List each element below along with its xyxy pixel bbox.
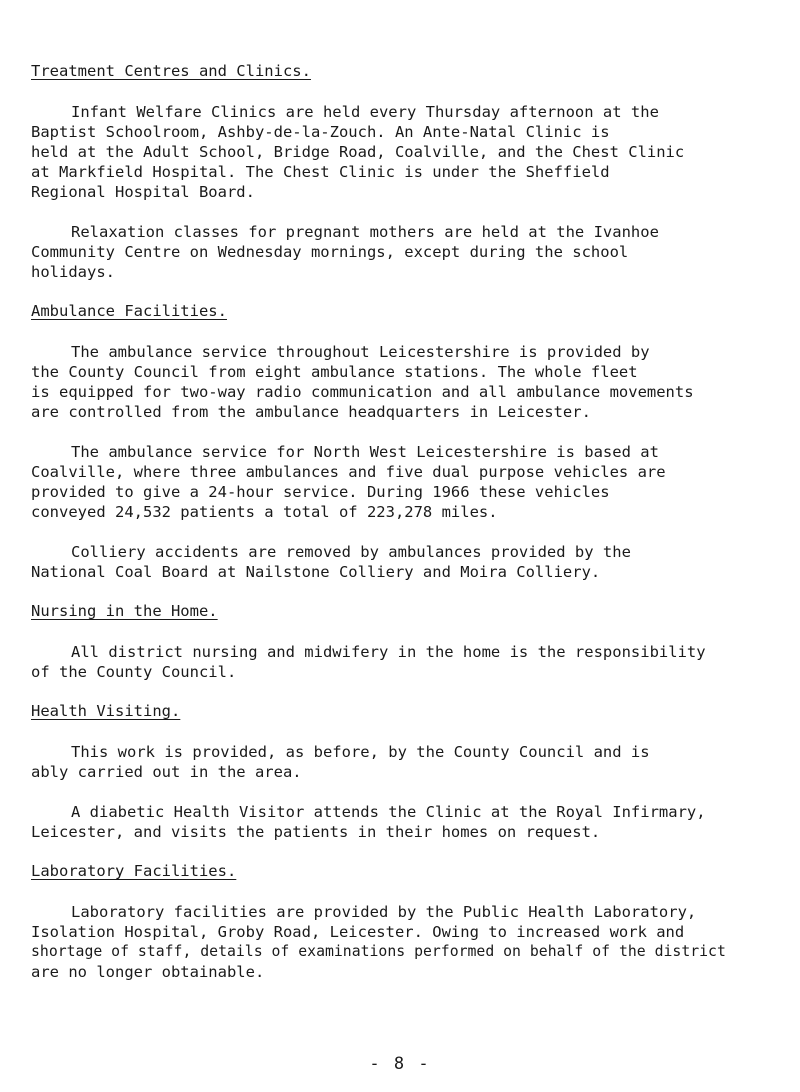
text-line: held at the Adult School, Bridge Road, Coalville, and the Chest Clinic bbox=[31, 143, 685, 161]
text-line: The ambulance service throughout Leicestershire is provided by bbox=[71, 343, 650, 361]
text-line: All district nursing and midwifery in the home is the responsibility bbox=[71, 643, 706, 661]
text-line: Laboratory facilities are provided by the Public Health Laboratory, bbox=[71, 903, 697, 921]
text-line: is equipped for two-way radio communication and all ambulance movements bbox=[31, 383, 694, 401]
text-line: Relaxation classes for pregnant mothers are held at the Ivanhoe bbox=[71, 223, 659, 241]
section-heading-laboratory: Laboratory Facilities. bbox=[31, 862, 237, 880]
text-line: Community Centre on Wednesday mornings, except during the school bbox=[31, 243, 629, 261]
section-heading-nursing: Nursing in the Home. bbox=[31, 602, 218, 620]
text-line: are no longer obtainable. bbox=[31, 963, 265, 981]
text-line: the County Council from eight ambulance stations. The whole fleet bbox=[31, 363, 638, 381]
text-line: Infant Welfare Clinics are held every Thursday afternoon at the bbox=[71, 103, 659, 121]
text-line: ably carried out in the area. bbox=[31, 763, 302, 781]
text-line: Coalville, where three ambulances and five dual purpose vehicles are bbox=[31, 463, 666, 481]
text-line: Colliery accidents are removed by ambulances provided by the bbox=[71, 543, 631, 561]
section-heading-health-visiting: Health Visiting. bbox=[31, 702, 181, 720]
text-line: Baptist Schoolroom, Ashby-de-la-Zouch. An Ante-Natal Clinic is bbox=[31, 123, 610, 141]
text-line: are controlled from the ambulance headquarters in Leicester. bbox=[31, 403, 591, 421]
text-line: provided to give a 24-hour service. During 1966 these vehicles bbox=[31, 483, 610, 501]
text-line: This work is provided, as before, by the County Council and is bbox=[71, 743, 650, 761]
text-line: The ambulance service for North West Leicestershire is based at bbox=[71, 443, 659, 461]
text-line: A diabetic Health Visitor attends the Clinic at the Royal Infirmary, bbox=[71, 803, 706, 821]
text-line: at Markfield Hospital. The Chest Clinic is under the Sheffield bbox=[31, 163, 610, 181]
text-line: Regional Hospital Board. bbox=[31, 183, 255, 201]
section-heading-ambulance: Ambulance Facilities. bbox=[31, 302, 227, 320]
text-line: Leicester, and visits the patients in their homes on request. bbox=[31, 823, 601, 841]
text-line: shortage of staff, details of examinations performed on behalf of the district bbox=[31, 943, 726, 960]
text-line: of the County Council. bbox=[31, 663, 237, 681]
text-line: National Coal Board at Nailstone Colliery and Moira Colliery. bbox=[31, 563, 601, 581]
text-line: conveyed 24,532 patients a total of 223,278 miles. bbox=[31, 503, 498, 521]
text-line: holidays. bbox=[31, 263, 115, 281]
section-heading-treatment-centres: Treatment Centres and Clinics. bbox=[31, 62, 311, 80]
text-line: Isolation Hospital, Groby Road, Leicester. Owing to increased work and bbox=[31, 923, 685, 941]
page-number: - 8 - bbox=[369, 1054, 431, 1074]
